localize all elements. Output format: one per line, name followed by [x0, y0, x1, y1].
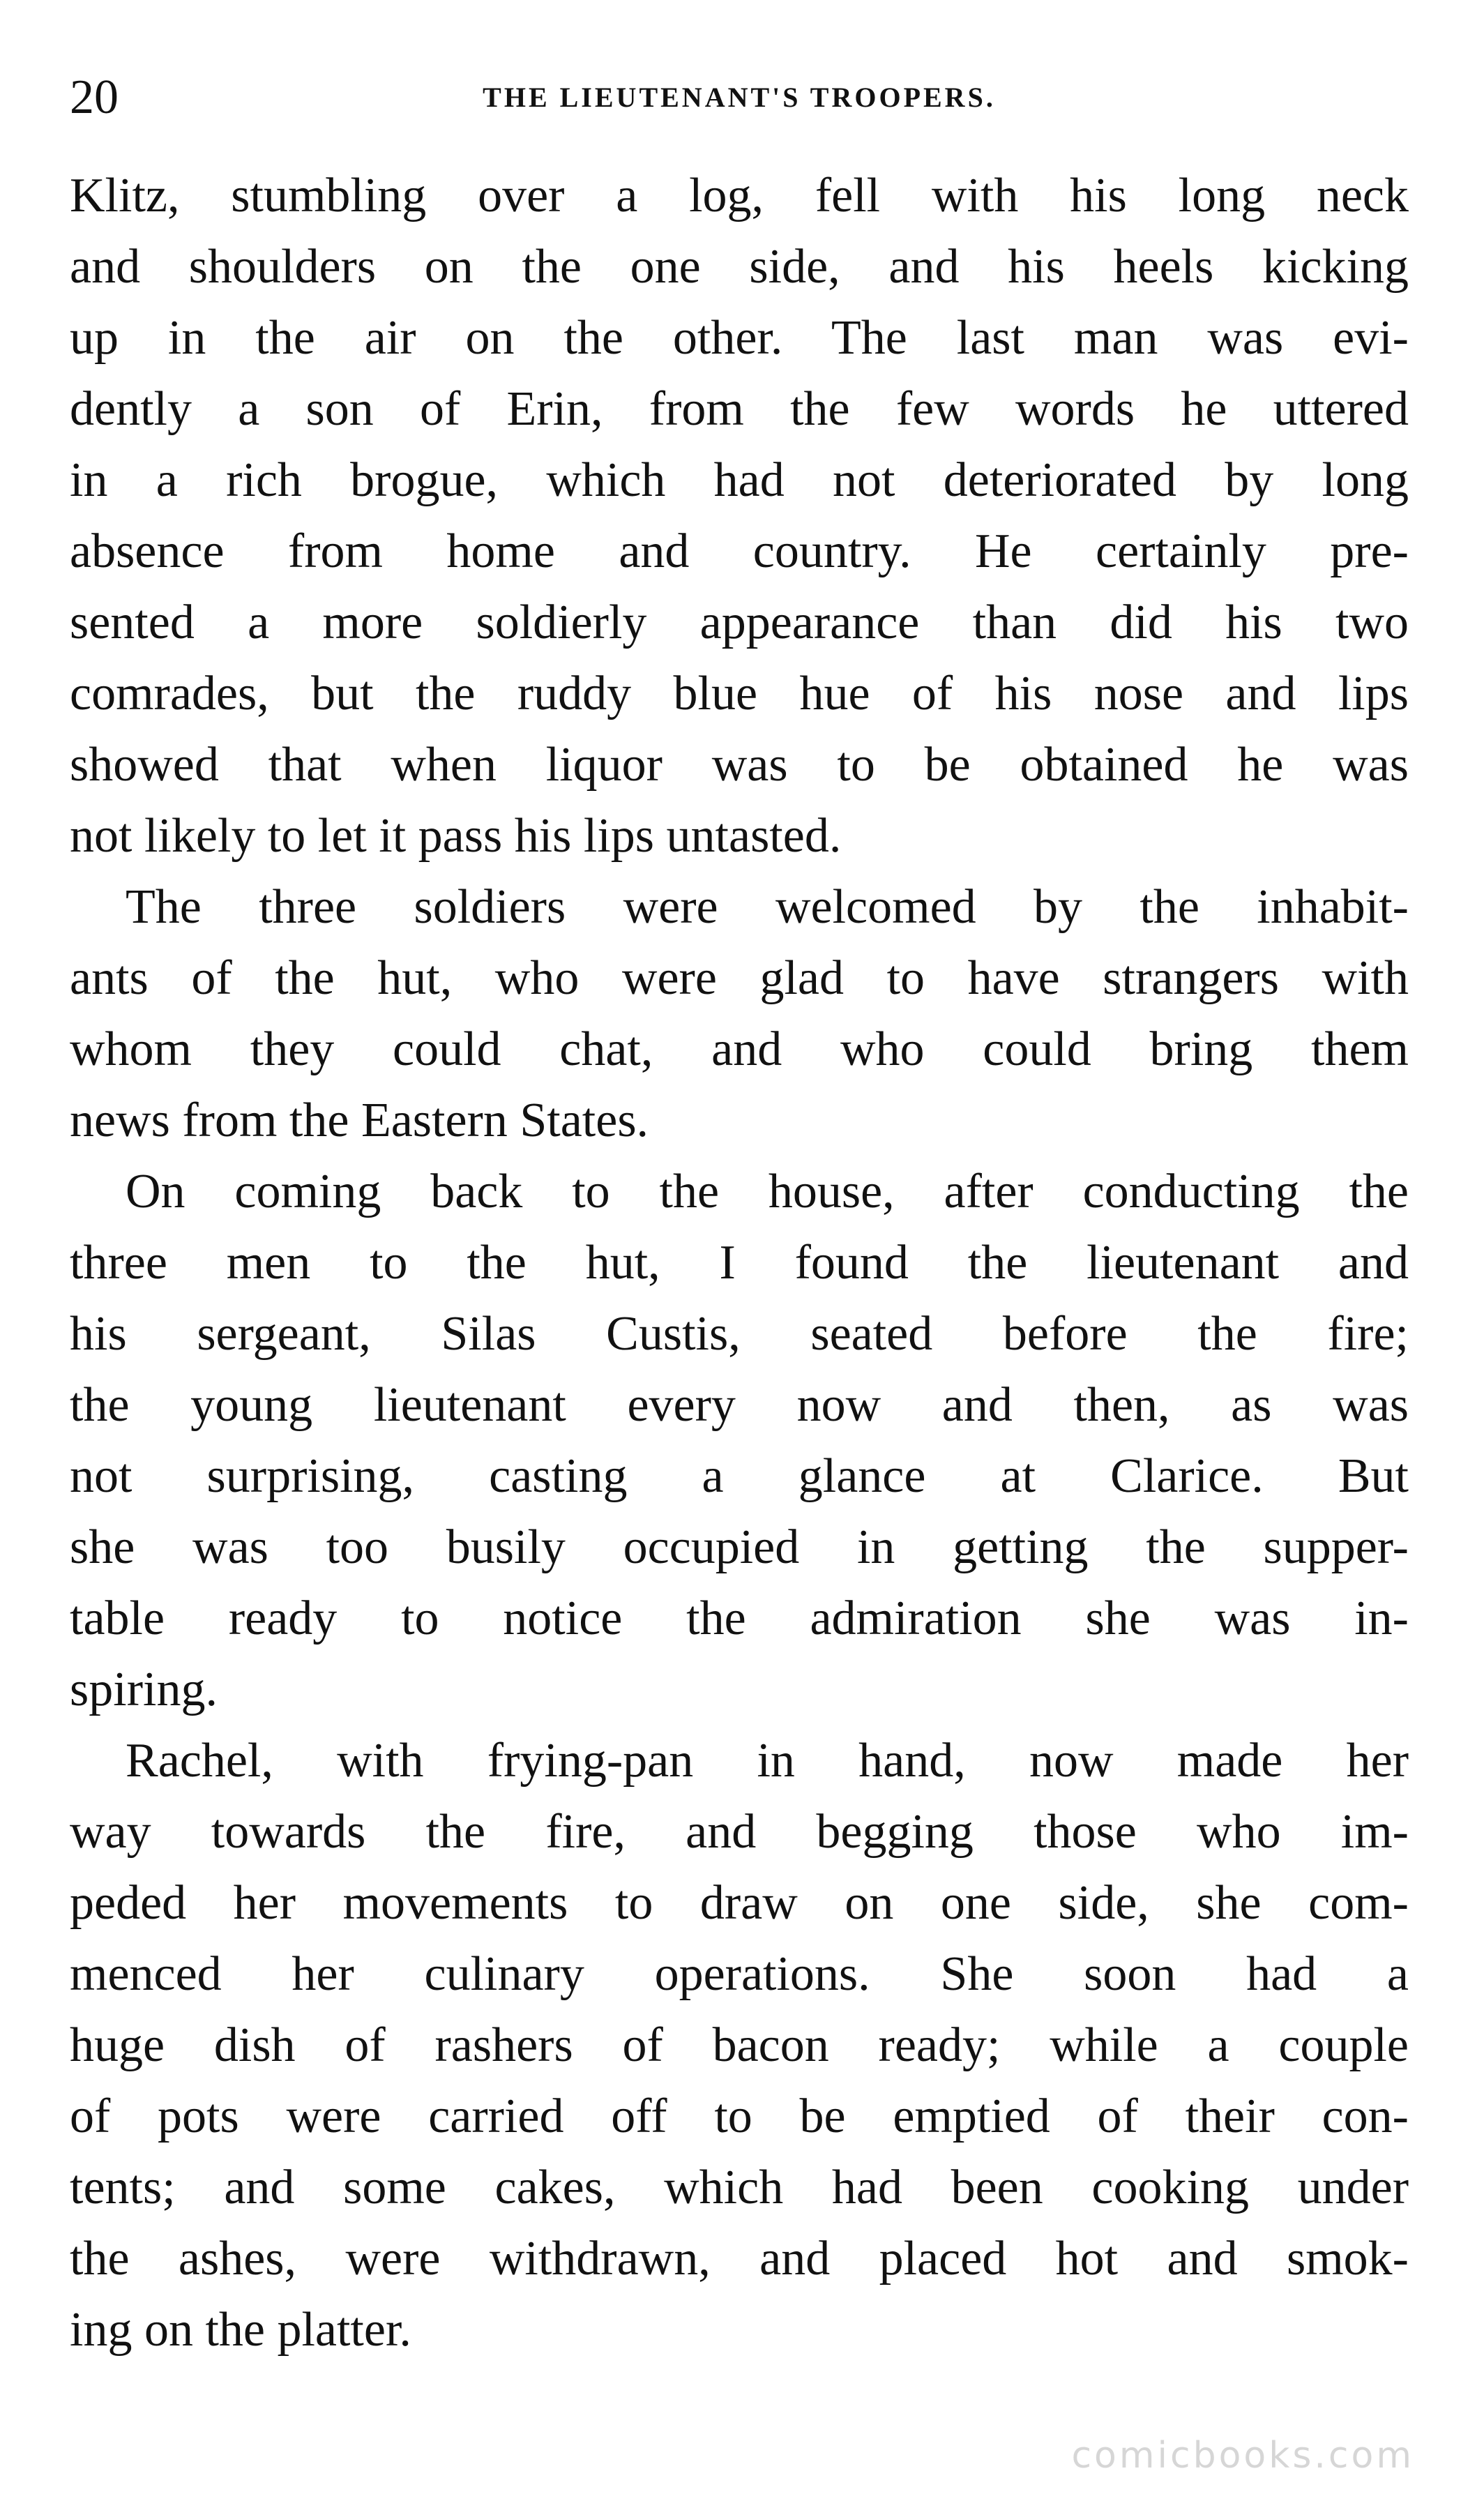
- page-number: 20: [70, 70, 119, 124]
- text-line: menced her culinary operations. She soon had a: [70, 1947, 1409, 2001]
- text-line: up in the air on the other. The last man was evi-: [70, 311, 1409, 365]
- text-line: sented a more soldierly appearance than did his two: [70, 596, 1409, 649]
- text-line: of pots were carried off to be emptied of their con-: [70, 2090, 1409, 2143]
- text-line: Rachel, with frying-pan in hand, now made her: [126, 1734, 1409, 1788]
- text-line: showed that when liquor was to be obtained he was: [70, 738, 1409, 792]
- text-line: news from the Eastern States.: [70, 1094, 649, 1147]
- page-header: [70, 56, 1409, 139]
- text-line: absence from home and country. He certainly pre-: [70, 524, 1409, 578]
- text-line: way towards the fire, and begging those who im-: [70, 1805, 1409, 1859]
- text-line: his sergeant, Silas Custis, seated before the fire;: [70, 1307, 1409, 1361]
- text-line: comrades, but the ruddy blue hue of his nose and lips: [70, 667, 1409, 720]
- text-line: in a rich brogue, which had not deteriorated by long: [70, 453, 1409, 507]
- text-line: not surprising, casting a glance at Clarice. But: [70, 1449, 1409, 1503]
- paragraph: [70, 872, 1409, 1156]
- text-line: dently a son of Erin, from the few words he uttered: [70, 382, 1409, 436]
- body-text: [70, 160, 1409, 2366]
- text-line: Klitz, stumbling over a log, fell with his long neck: [70, 169, 1409, 222]
- text-line: table ready to notice the admiration she was in-: [70, 1592, 1409, 1645]
- text-line: and shoulders on the one side, and his heels kicking: [70, 240, 1409, 294]
- text-line: not likely to let it pass his lips untasted.: [70, 809, 842, 863]
- text-line: On coming back to the house, after conducting the: [126, 1165, 1409, 1218]
- text-line: she was too busily occupied in getting the supper-: [70, 1520, 1409, 1574]
- watermark: comicbooks.com: [1071, 2435, 1414, 2477]
- text-line: ants of the hut, who were glad to have strangers with: [70, 951, 1409, 1005]
- running-title: THE LIEUTENANT'S TROOPERS.: [483, 82, 996, 113]
- text-line: spiring.: [70, 1663, 218, 1716]
- text-line: whom they could chat, and who could bring them: [70, 1022, 1409, 1076]
- text-line: peded her movements to draw on one side, she com-: [70, 1876, 1409, 1930]
- text-line: the young lieutenant every now and then, as was: [70, 1378, 1409, 1432]
- text-line: tents; and some cakes, which had been cooking under: [70, 2161, 1409, 2214]
- text-line: three men to the hut, I found the lieutenant and: [70, 1236, 1409, 1290]
- text-line: huge dish of rashers of bacon ready; while a couple: [70, 2018, 1409, 2072]
- text-line: ing on the platter.: [70, 2303, 411, 2357]
- paragraph: [70, 160, 1409, 872]
- paragraph: [70, 1725, 1409, 2366]
- text-line: The three soldiers were welcomed by the inhabit-: [126, 880, 1409, 934]
- paragraph: [70, 1156, 1409, 1725]
- text-line: the ashes, were withdrawn, and placed hot and smok-: [70, 2232, 1409, 2285]
